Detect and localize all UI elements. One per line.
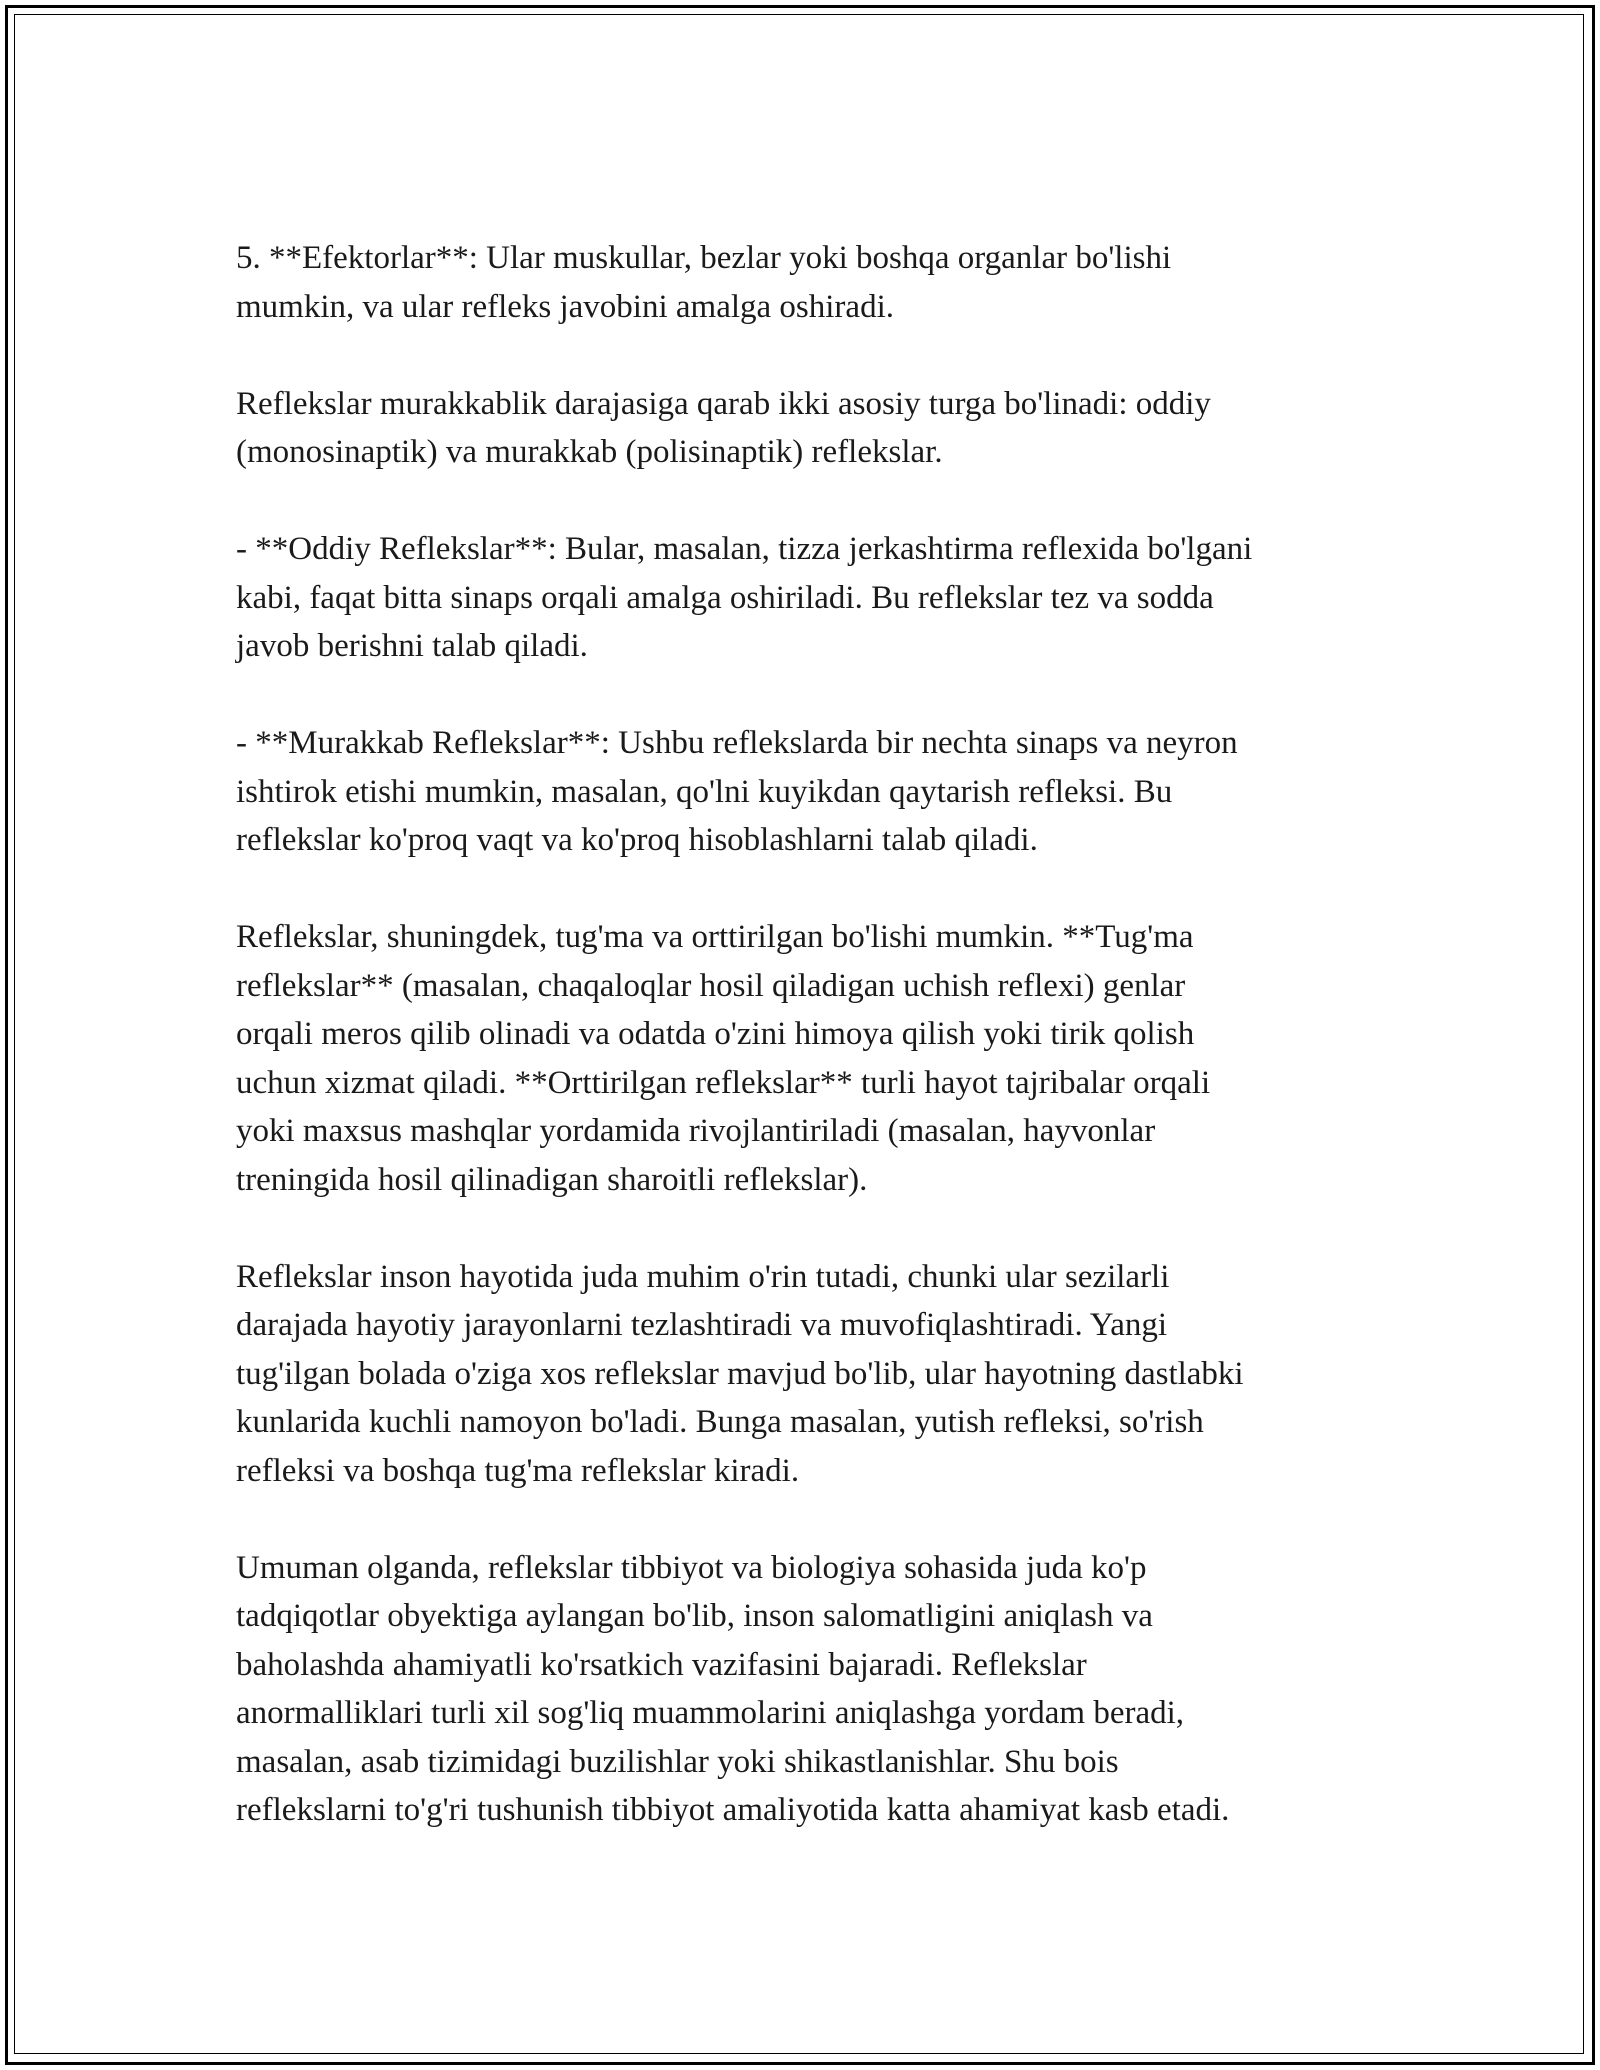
paragraph-murakkab-reflekslar: - **Murakkab Reflekslar**: Ushbu reflekslarda bir nechta sinaps va neyron ishtirok etishi mumkin, masalan, qo'lni kuyikdan qaytarish refleksi. Bu reflekslar ko'proq vaqt va ko'proq hisoblashlarni talab qiladi. <box>236 725 1238 858</box>
paragraph-umuman-olganda: Umuman olganda, reflekslar tibbiyot va biologiya sohasida juda ko'p tadqiqotlar obyektiga aylangan bo'lib, inson salomatligini aniqlash va baholashda ahamiyatli ko'rsatkich vazifasini bajaradi. Reflekslar anormalliklari turli xil sog'liq muammolarini aniqlashga yordam beradi, masalan, asab tizimidagi buzilishlar yoki shikastlanishlar. Shu bois reflekslarni to'g'ri tushunish tibbiyot amaliyotida katta ahamiyat kasb etadi. <box>236 1549 1230 1828</box>
paragraph-tugma-orttirilgan: Reflekslar, shuningdek, tug'ma va orttirilgan bo'lishi mumkin. **Tug'ma reflekslar** (masalan, chaqaloqlar hosil qiladigan uchish reflexi) genlar orqali meros qilib olinadi va odatda o'zini himoya qilish yoki tirik qolish uchun xizmat qiladi. **Orttirilgan reflekslar** turli hayot tajribalar orqali yoki maxsus mashqlar yordamida rivojlantiriladi (masalan, hayvonlar treningida hosil qilinadigan sharoitli reflekslar). <box>236 919 1211 1198</box>
document-body <box>236 234 1386 1883</box>
paragraph-oddiy-reflekslar: - **Oddiy Reflekslar**: Bular, masalan, tizza jerkashtirma reflexida bo'lgani kabi, faqat bitta sinaps orqali amalga oshiriladi. Bu reflekslar tez va sodda javob berishni talab qiladi. <box>236 531 1253 664</box>
paragraph-efektorlar: 5. **Efektorlar**: Ular muskullar, bezlar yoki boshqa organlar bo'lishi mumkin, va ular refleks javobini amalga oshiradi. <box>236 240 1172 325</box>
paragraph-refleks-turlari: Reflekslar murakkablik darajasiga qarab ikki asosiy turga bo'linadi: oddiy (monosinaptik) va murakkab (polisinaptik) reflekslar. <box>236 385 1211 470</box>
paragraph-inson-hayotida: Reflekslar inson hayotida juda muhim o'rin tutadi, chunki ular sezilarli darajada hayotiy jarayonlarni tezlashtiradi va muvofiqlashtiradi. Yangi tug'ilgan bolada o'ziga xos reflekslar mavjud bo'lib, ular hayotning dastlabki kunlarida kuchli namoyon bo'ladi. Bunga masalan, yutish refleksi, so'rish refleksi va boshqa tug'ma reflekslar kiradi. <box>236 1258 1244 1489</box>
